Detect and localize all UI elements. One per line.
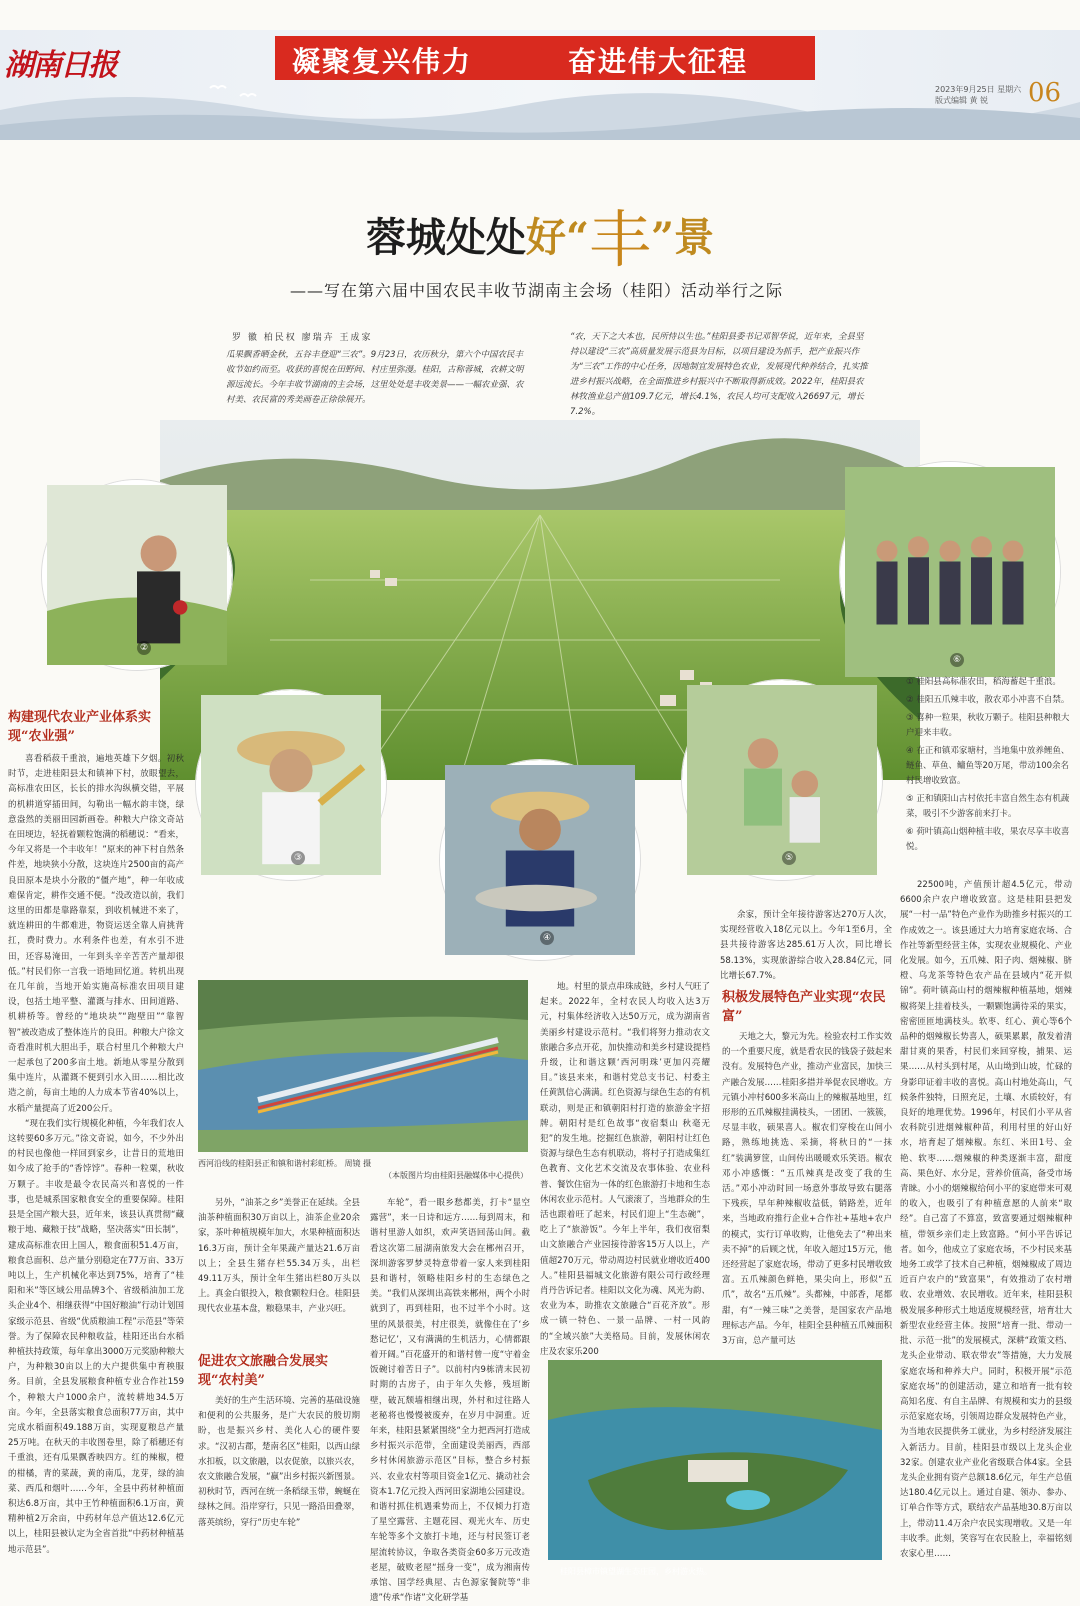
bridge-photo-caption [198,1158,528,1182]
lead-right: “农，天下之大本也，民所恃以生也。”桂阳县委书记邓智华说，近年来，全县坚持以建设“三农”高质量发展示范县为目标，以项目建设为抓手，把产业振兴作为“三农”工作的中心任务，因地制宜发展特色农业，发展现代种养结合，扎实推进乡村振兴战略，在全面推进乡村振兴中不断取得新成效。2022年，桂阳县农林牧渔业总产值109.7亿元，增长4.1%，农民人均可支配收入26697元，增长7.2%。 [570,332,868,417]
photo-number: ⑥ [950,653,964,667]
column-6 [900,878,1072,1578]
photo-number: ⑤ [782,851,796,865]
caption-item: ④ 在正和镇邓家塘村，当地集中放养鲤鱼、鲢鱼、草鱼、鳙鱼等20万尾，带动100余名村民增收致富。 [906,746,1070,786]
slogan-left: 凝聚复兴伟力 [292,45,473,78]
photo-rainbow-bridge [198,980,528,1152]
title-feng-calligraphy: 丰 [588,203,651,276]
caption-item: ① 桂阳县高标准农田，稻海蓄起千重浪。 [906,677,1061,687]
photo-number: ③ [291,851,305,865]
photo-lake-resort [548,1360,882,1560]
column-4 [540,980,711,1357]
paragraph: 地。村里的景点串珠成链，乡村人气旺了起来。2022年，全村农民人均收入达3万元，村集体经济收入达50万元，成为湖南省美丽乡村建设示范村。“我们将努力推动农文旅融合多点开花，加快推动和美乡村建设提档升级，让和谐这颗‘西河明珠’更加闪亮耀目。”该县来来，和谐村党总支书记、村委主任黄凯信心满满。红色资源与绿色生态的有机联动，则是正和镇朝阳村打造的旅游金字招牌。朝阳村是红色故事“夜宿梨山 秋毫无犯”的发生地。挖掘红色旅游，朝阳村让红色资源与绿色生态有机联动，将村子打造成集红色教育、文化艺术交流及农事体验、农业科普、餐饮住宿为一体的红色旅游打卡地和生态休闲农业示范村。人气滚滚了，当地群众的生活也跟着旺了起来，村民们迎上“生态碗”，吃上了“旅游饭”。今年上半年，我们夜宿梨山文旅融合产业园接待游客15万人以上，产值超270万元，带动周边村民就业增收近400人。”桂阳县福城文化旅游有限公司行政经理肖丹告诉记者。桂阳以文化为魂、风光为韵、农业为本，助推农文旅融合“百花齐放”。形成一镇一特色、一景一品牌、一村一风韵的“全域兴旅”大美格局。目前，发展休闲农庄及农家乐200 [540,982,711,1357]
photo-chili-farmer [42,480,232,670]
photo-captions [906,675,1071,858]
paragraph: 余家，预计全年接待游客达270万人次，实现经营收入18亿元以上。今年1至6月，全县共接待游客达285.61万人次，同比增长58.13%，实现旅游综合收入28.84亿元，同比增长67.7%。 [720,910,892,981]
newspaper-logo: 湖南日报 [4,48,116,83]
column-3 [370,1196,530,1604]
column-5-top [720,908,892,981]
byline: 罗 徽 柏民权 廖瑞卉 王成家 [232,333,373,343]
article-subtitle: ——写在第六届中国农民丰收节湖南主会场（桂阳）活动举行之际 [290,281,784,300]
bridge-caption-text: 西河沿线的桂阳县正和镇和谐村彩虹桥。 周镜 摄 [198,1159,372,1168]
slogan-right: 奋进伟大征程 [568,45,749,78]
lake-photo-caption: 桂阳县樟市镇望湖生态庄园，乡村游火热。 [560,1567,712,1576]
caption-item: ③ 喜种一粒果，秋收万颗子。桂阳县种粮大户迎来丰收。 [906,713,1070,738]
section-heading-village: 促进农文旅融合发展实现“农村美” [198,1354,329,1388]
photo-farmers-group [840,462,1060,682]
issue-date: 2023年9月25日 星期六 [935,85,1022,94]
title-part-3: ”景 [651,214,715,261]
title-part-2: 好“ [525,214,589,261]
date-line [935,84,1021,106]
title-part-1: 蓉城处处 [365,214,526,261]
masthead-hills-decoration [0,80,1080,140]
paragraph: 车轮”，看一眼乡愁都美，打卡“显空露营”，来一日诗和远方……每到周末，和谐村里游人如织，欢声笑语回荡山间。截看这次第二届湖南旅发大会在郴州召开，深圳游客罗梦灵特意带着一家人来到桂阳县和谐村，领略桂阳乡村的生态绿色之美。“我们从深圳出高铁来郴州，两个小时就到了，再到桂阳，也不过半个小时。这里的风景很美，村庄很美，就像住在了‘乡愁记忆’，又有满满的生机活力，心情都跟着开阔。”百花盛开的和谐村曾一度“守着金饭碗讨着苦日子”。以前村内9栋清末民初时期的古房子，由于年久失修，残垣断壁，破瓦颓墙相继出现，外村和过往路人老秘将也慢慢被废弃，在岁月中洞重。近年来，桂阳县紧紧围绕“全力把西河打造成乡村振兴示范带，全面建设美丽西，西部乡村休闲旅游示范区”目标，整合乡村振兴、农业农村等项目资金1亿元、撬动社会资本1.7亿元投入西河田家湖地公园建设。和谐村抓住机遇乘势而上，不仅倾力打造了星空露营、主题花园、观光火车、历史车轮等多个文旅打卡地，还与村民签订老屋流转协议，争取各类资金60多万元改造老屋，破败老屋“摇身一变”，成为湘南传承馆、国学经典屋、古色源家餐院等“非遗”传承“作诸”文化研学基 [370,1198,530,1604]
paragraph: 22500吨，产值预计超4.5亿元，带动6600余户农户增收致富。这是桂阳县把发展“一村一品”特色产业作为助推乡村振兴的工作成效之一。该县通过大力培育家庭农场、合作社等新型经营主体，实现农业规模化、产业化发展。如今，五爪辣、阳子肉、烟辣椒、脐橙、乌龙茶等特色农产品在县域内“花开似锦”。荷叶镇高山村的烟辣椒种植基地，烟辣椒将架上挂着枝头，一颗颗饱满待采的果实，密密匝匝地满枝头。软枣、红心、黄心等6个品种的烟辣椒长势喜人，硕果累累，散发着清甜甘爽的果香，村民们来回穿梭，捕果、运果……从村头到村尾，从山坳到山坡，忙碌的身影印证着丰收的喜悦。高山村地处高山，气候条件独特，日照充足，土壤、水质较好，有良好的地理优势。1996年，村民们小平从省农科院引进烟辣椒种苗，利用村里的好山好水，培育起了烟辣椒。东红、米田1号、金艳、软枣……烟辣椒的种类逐渐丰富，甜度高、果色好、水分足，营养价值高，备受市场青睐。小小的烟辣椒给何小平的家庭带来可观的收入，也吸引了有种植意愿的人前来“取经”。自己富了不算富，致富要通过烟辣椒种植，带领乡亲们走上致富路。“何小平告诉记者。如今，他成立了家庭农场，不少村民来基地务工或学了技术自己种植，烟辣椒成了周边近百户农户的“致富果”，有效推动了农村增收、农业增效、农民增收。近年来，桂阳县积极发展多种形式土地适度规模经营，培育壮大新型农业经营主体。按照“培育一批、带动一批、示范一批”的发展模式，深耕“政策文档、龙头企业带动、联农带农”等措施，大力发展家庭农场和种养大户。同时，积极开展“示范家庭农场”的创建活动，建立和培育一批有较高知名度、有自主品牌、有规模和实力的县级示范家庭农场，引领周边群众发展特色产业，为当地农民提供务工就业，为乡村经济发展注入新活力。目前，桂阳县市级以上龙头企业32家。创建农业产业化省级联合体4家。全县龙头企业拥有资产总额18.6亿元，年生产总值达180.4亿元以上。通过自建、领办、参办、订单合作等方式，联结农产品基地30.8万亩以上，带动11.4万余户农民实现增收。又是一年丰收季。此刻，笑容写在农民脸上，幸福铭刻农家心里…… [900,880,1072,1559]
photo-rice-farmer [196,690,386,880]
photo-number: ② [137,641,151,655]
paragraph: “现在我们实行规模化种植，今年我们农人这转要60多万元。”徐文奇说，如今，不少外出的村民也像他一样回到家乡，让昔日的荒地田如今成了抢手的“香饽饽”。春种一粒粟，秋收万颗子。丰收是最令农民高兴和喜悦的一件事，也是城系国家粮食安全的重要保障。桂阳县是全国产粮大县，近年来，该县认真贯彻“藏粮于地、藏粮于技”战略，坚决落实“田长制”，建成高标准农田上国人，粮食面积51.4万亩，粮食总面积、总产量分别稳定在77万亩、33万吨以上，生产机械化率达到75%，培育了“桂阳和米”等区域公用品牌3个、省级稻油加工龙头企业4个、相继获得“中国好粮油”行动计划国家级示范县、省级“优质粮油工程”示范县”等荣誉。为了保障农民种粮收益，桂阳还出台水稻种植扶持政策，每年拿出3000万元奖励种粮大户，为种粮30亩以上的大户提供集中育秧服务。目前，全县发展粮食种植专业合作社159个，种粮大户1000余户，流转耕地34.5万亩。今年，全县落实粮食总面积77万亩，其中完成水稻面积49.188万亩，实现夏粮总产量25万吨。在秋天的丰收图卷里，除了稻穗还有千重浪，还有瓜果飘香映四方。红的辣椒，橙的柑橘，青的菜蔬，黄的南瓜，龙芽，绿的油菜、西瓜和烟叶……今年，全县中药材种植面积达6.8万亩，其中王竹种植面积6.1万亩，黄精种植2万余亩，中药材年总产值达12.6亿元以上，桂阳县被认定为全省首批“中药材种植基地示范县”。 [8,1118,184,1555]
paragraph: 美好的生产生活环境、完善的基础设施和便利的公共服务，是广大农民的殷切期盼，也是振兴乡村、美化人心的硬件要求。“汉初古郡，楚南名区”桂阳，以西山绿水扣板，以文旅融，以农促旅，以旅兴农，农文旅融合发展，“赢”出乡村振兴新图景。初秋时节，西河在统一条稻绿玉带，蜿蜒在绿林之间。沿岸穿行，只见一路沿田叠翠，落英缤纷，穿行“历史车轮” [198,1396,360,1528]
column-5 [722,1030,893,1347]
edition-editor: 版式编辑 黄 锐 [935,96,989,105]
article-title [0,180,1080,276]
photo-number: ④ [540,931,554,945]
lead-left: 瓜果飘香晒金秋，五谷丰登迎“三农”。9月23日，农历秋分，第六个中国农民丰收节如约而至。收获的喜悦在田野间、村庄里弥漫。桂阳，古称蓉城，农耕文明源远流长。今年丰收节湖南的主会场，这里处处是丰收美景——一幅农业强、农村美、农民富的秀美画卷正徐徐展开。 [226,350,524,405]
photo-children-farm [682,680,882,880]
caption-item: ⑤ 正和镇阳山古村依托丰富自然生态有机蔬菜，吸引不少游客前来打卡。 [906,794,1070,819]
caption-item: ⑥ 荷叶镇高山烟种植丰收，果农尽享丰收喜悦。 [906,827,1070,852]
paragraph: 天地之大，黎元为先。检验农村工作实效的一个重要尺度，就是看农民的钱袋子鼓起来没有。发展特色产业，推动产业富民，加快三产融合发展……桂阳多措并举促农民增收。方元镇小冲村600多米高山上的辣椒基地里，红形形的五爪辣椒挂满枝头，一团团、一簇簇，尽显丰收，硕果喜人。椒农们穿梭在山间小路，熟练地挑选、采摘，将秋日的“一抹红”装满箩筐，山间传出暖暖欢乐笑语。椒农邓小冲感慨：“五爪辣真是改变了我的生活。”邓小冲动时回一场意外事故导致右腿落下残疾，早年种辣椒收益低，销路差，近年来，当地政府推行企业+合作社+基地+农户的模式，实行订单收购，让他免去了“种出来卖不掉”的后顾之忧，年收入超过15万元，他还经营起了家庭农场，带动了更多村民增收致富。五爪辣颜色鲜艳，果尖向上，形似“五爪”，故名“五爪辣”。头都辣，中部香，尾都甜，有“一辣三味”之美誉，是国家农产品地理标志产品。今年，桂阳全县种植五爪辣面积3万亩，总产量可达 [722,1032,893,1347]
page-number: 06 [1028,78,1062,108]
column-2b [198,1394,360,1574]
section-heading-income: 积极发展特色产业实现“农民富” [722,990,886,1024]
paragraph: 喜看稻菽千重浪，遍地英雄下夕烟。初秋时节，走进桂阳县太和镇神下村，放眼望去，高标准农田区，长长的排水沟纵横交错，平展的机耕道穿插田间，勾勒出一幅水韵丰饶，绿意盎然的美丽田园新画卷。种粮大户徐文奇站在田埂边，轻抚着颗粒饱满的稻穗说：“看来，今年又将是一个丰收年！”原来的神下村自然条件差，地块狭小分散，这块连片2500亩的高产良田原本是块小分散的“僵产地”，种一年收成难保肯定，耕作交通不便。“没改造以前，我们这里的田都是靠路靠泵，到收机械进不来了，就连耕田的牛都难进，物资运送全靠人肩挑背扛，费时费力。水利条件也差，有水引不进田，还容易淹田，一年到头辛辛苦苦产量却很低。”村民们你一言我一语地回忆道。转机出现在几年前，当地开始实施高标准农田项目建设，包括土地平整、灌溉与排水、田间道路、机耕桥等。曾经的“地块块”“跑壁田”“靠智智”被改造成了整体连片的良田。种粮大户徐文奇看准时机大胆出手，联合村里几个种粮大户一起承包了200多亩土地。新地从零星分散到集中连片，从灌溉不便到引水入田……相比改造之前，每亩土地的人力成本节省40%以上，水稻产量提高了近200公斤。 [8,754,184,1114]
column-2 [198,1196,360,1346]
paragraph: 另外，“油茶之乡”美誉正在延续。全县油茶种植面积30万亩以上，油茶企业20余家，茶叶种植规模年加大，水果种植面积达16.3万亩，预计全年果蔬产量达21.6万亩以上；全县生猪存栏55.34万头，出栏49.11万头，预计全年生猪出栏80万头以上。真金白银投入，粮食颗粒归仓。桂阳县现代农业基本盘，粮稳果丰，产业兴旺。 [198,1198,360,1315]
photo-fish-farmer [440,760,640,960]
section-heading-agriculture: 构建现代农业产业体系实现“农业强” [8,710,152,744]
caption-item: ② 桂阳五爪辣丰收，散农邓小冲喜不自禁。 [906,695,1070,705]
photo-credit: （本版图片均由桂阳县融媒体中心提供） [384,1171,528,1180]
column-1 [8,752,184,1574]
